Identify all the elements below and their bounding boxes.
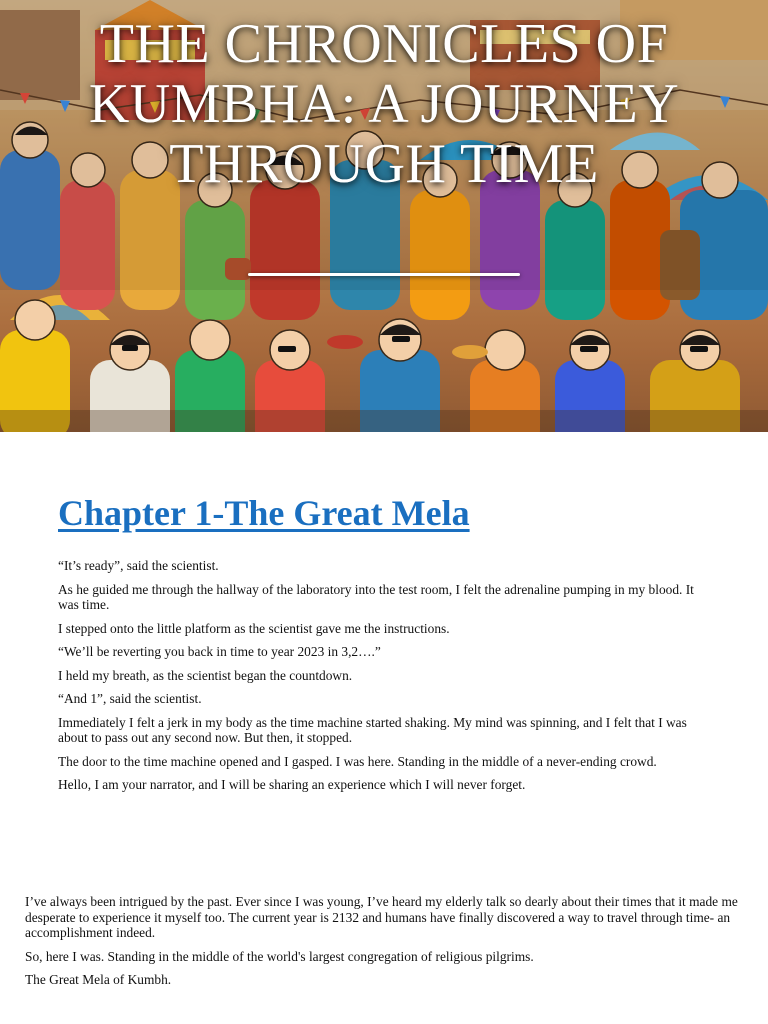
chapter-heading-link[interactable]: Chapter 1-The Great Mela [58,493,470,533]
paragraph: I’ve always been intrigued by the past. Ever since I was young, I’ve heard my elderly talk so dearly about their times that it made me desperate to experience it myself too. The current year is 2132 and humans have finally discovered a way to travel through time- an accomplishment indeed. [25,894,738,940]
story-section-1 [58,558,718,801]
paragraph: “And 1”, said the scientist. [58,691,202,706]
paragraph: The Great Mela of Kumbh. [25,972,172,987]
paragraph: I stepped onto the little platform as the scientist gave me the instructions. [58,620,450,636]
title-divider [248,273,520,276]
document-title: THE CHRONICLES OF KUMBHA: A JOURNEY THROUGH TIME [88,13,680,195]
paragraph: “It’s ready”, said the scientist. [58,558,219,573]
paragraph: “We’ll be reverting you back in time to year 2023 in 3,2….” [58,644,381,659]
paragraph: As he guided me through the hallway of the laboratory into the test room, I felt the adrenaline pumping in my blood. It was time. [58,581,694,612]
paragraph: So, here I was. Standing in the middle of the world's largest congregation of religious pilgrims. [25,948,534,964]
story-section-2 [25,894,745,996]
paragraph: The door to the time machine opened and I gasped. I was here. Standing in the middle of a never-ending crowd. [58,753,657,769]
paragraph: I held my breath, as the scientist began the countdown. [58,667,353,683]
paragraph: Immediately I felt a jerk in my body as the time machine started shaking. My mind was spinning, and I felt that I was about to pass out any second now. But then, it stopped. [58,714,687,745]
hero-banner [0,0,768,432]
paragraph: Hello, I am your narrator, and I will be sharing an experience which I will never forget. [58,777,526,792]
